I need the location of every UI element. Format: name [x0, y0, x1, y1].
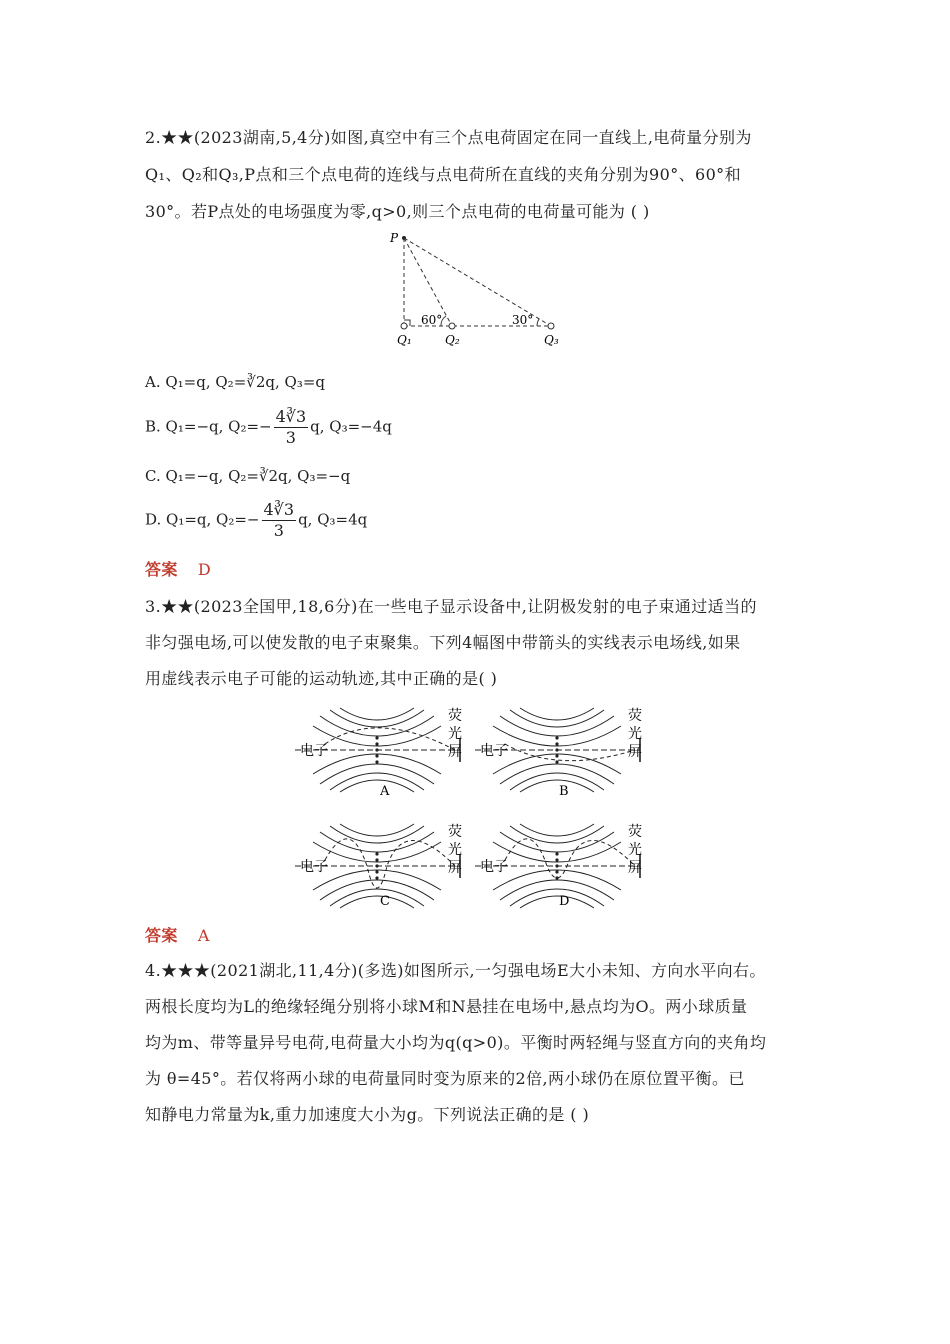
q2-option-b	[145, 407, 392, 448]
screen-label-b-2: 光	[628, 726, 642, 742]
q2-option-c: C. Q₁=−q, Q₂=∛2q, Q₃=−q	[145, 467, 351, 485]
trajectory-b	[505, 744, 635, 761]
q3-charge	[548, 323, 554, 329]
option-d-denominator: 3	[273, 521, 284, 540]
q2-option-d	[145, 500, 367, 541]
q4-line-1: 4.★★★(2021湖北,11,4分)(多选)如图所示,一匀强电场E大小未知、方向水平向右。	[145, 961, 766, 980]
electron-label-d: 电子	[480, 859, 508, 875]
q2-line-2: Q₁、Q₂和Q₃,P点和三个点电荷的连线与点电荷所在直线的夹角分别为90°、60°和	[145, 165, 741, 184]
q3-line-1: 3.★★(2023全国甲,18,6分)在一些电子显示设备中,让阴极发射的电子束通过适当的	[145, 597, 757, 616]
answer-label: 答案	[145, 926, 178, 945]
q2-line-1: 2.★★(2023湖南,5,4分)如图,真空中有三个点电荷固定在同一直线上,电荷量分别为	[145, 128, 752, 147]
q2-charge	[449, 323, 455, 329]
diagram-label-c: C	[380, 894, 390, 909]
q1-label: Q₁	[397, 333, 412, 347]
option-b-denominator: 3	[285, 428, 296, 447]
electron-label-c: 电子	[300, 859, 328, 875]
q4-line-3: 均为m、带等量异号电荷,电荷量大小均为q(q>0)。平衡时两轻绳与竖直方向的夹角均	[145, 1033, 767, 1052]
screen-label-c-2: 光	[448, 842, 462, 858]
p-label: P	[390, 231, 399, 245]
screen-label-b-1: 荧	[628, 708, 642, 724]
screen-label-c-1: 荧	[448, 824, 462, 840]
diagram-label-d: D	[559, 894, 570, 909]
screen-label-c-3: 屏	[448, 860, 462, 876]
screen-label-d-3: 屏	[628, 860, 642, 876]
q4-line-2: 两根长度均为L的绝缘轻绳分别将小球M和N悬挂在电场中,悬点均为O。两小球质量	[145, 997, 748, 1016]
option-d-fraction	[262, 500, 297, 541]
screen-label-a-3: 屏	[448, 744, 462, 760]
q3-line-2: 非匀强电场,可以使发散的电子束聚集。下列4幅图中带箭头的实线表示电场线,如果	[145, 633, 741, 652]
q1-charge	[401, 323, 407, 329]
screen-label-d-2: 光	[628, 842, 642, 858]
option-b-prefix: B. Q₁=−q, Q₂=−	[145, 417, 272, 436]
answer-value: D	[197, 560, 212, 579]
q4-line-5: 知静电力常量为k,重力加速度大小为g。下列说法正确的是 ( )	[145, 1105, 590, 1124]
q2-option-a: A. Q₁=q, Q₂=∛2q, Q₃=q	[145, 373, 325, 391]
q3-line-3: 用虚线表示电子可能的运动轨迹,其中正确的是( )	[145, 669, 498, 688]
answer-label: 答案	[145, 560, 178, 579]
q2-line-3: 30°。若P点处的电场强度为零,q>0,则三个点电荷的电荷量可能为 ( )	[145, 202, 650, 221]
q2-answer	[145, 559, 211, 581]
trajectory-a	[325, 728, 455, 750]
electron-label-a: 电子	[300, 743, 328, 759]
q2-charge-diagram	[385, 228, 575, 353]
answer-value: A	[197, 926, 210, 945]
option-b-numerator: 4∛3	[275, 407, 307, 426]
option-b-suffix: q, Q₃=−4q	[310, 417, 392, 436]
angle-30-label: 30°	[512, 313, 534, 327]
screen-label-a-1: 荧	[448, 708, 462, 724]
diagram-label-b: B	[559, 784, 569, 799]
q4-line-4: 为 θ=45°。若仅将两小球的电荷量同时变为原来的2倍,两小球仍在原位置平衡。已	[145, 1069, 745, 1088]
q3-answer	[145, 925, 210, 947]
q3-label: Q₃	[544, 333, 559, 347]
angle-60-label: 60°	[421, 313, 443, 327]
screen-label-b-3: 屏	[628, 744, 642, 760]
option-d-prefix: D. Q₁=q, Q₂=−	[145, 510, 260, 529]
q3-field-diagrams	[295, 700, 660, 915]
screen-label-a-2: 光	[448, 726, 462, 742]
diagram-label-a: A	[380, 784, 390, 799]
q2-label: Q₂	[445, 333, 460, 347]
option-d-numerator: 4∛3	[263, 500, 295, 519]
option-b-fraction	[274, 407, 309, 448]
angle-30-arc	[537, 319, 539, 326]
electron-label-b: 电子	[480, 743, 508, 759]
option-d-suffix: q, Q₃=4q	[298, 510, 368, 529]
screen-label-d-1: 荧	[628, 824, 642, 840]
